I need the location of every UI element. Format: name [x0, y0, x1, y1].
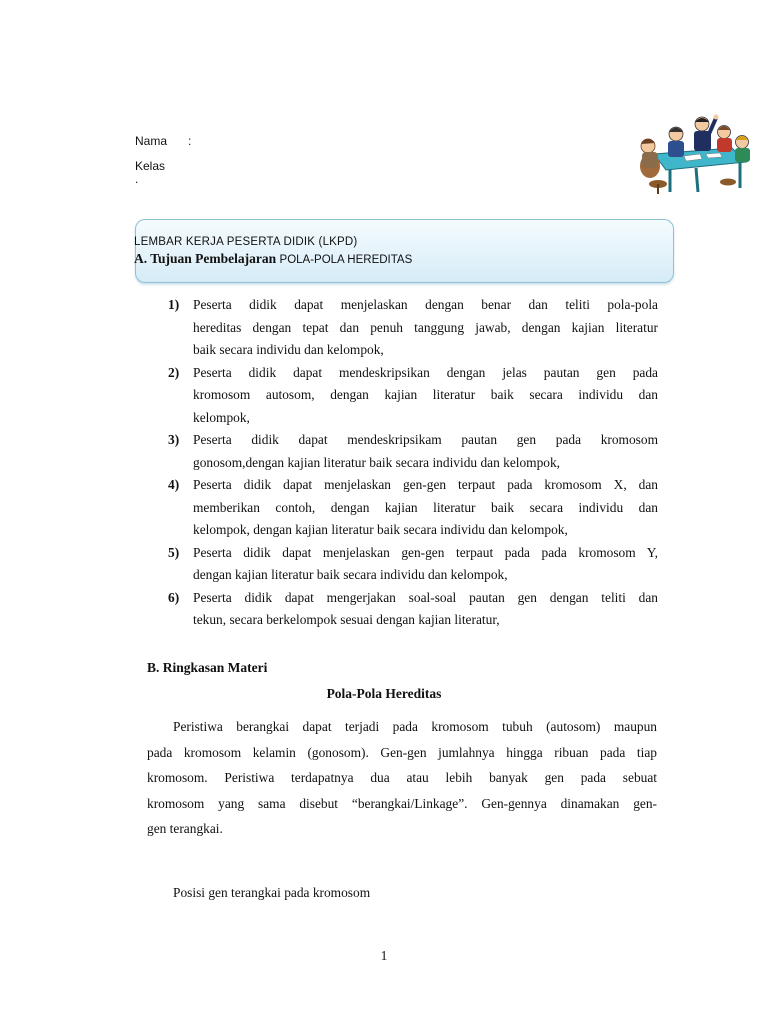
material-title: Pola-Pola Hereditas [326, 686, 442, 701]
objective-line: Peserta didik dapat mendeskripsikam pautan gen pada kromosom [193, 432, 658, 447]
objective-line: Peserta didik dapat menjelaskan gen-gen terpaut pada pada kromosom Y, [193, 544, 658, 560]
name-colon: : [188, 134, 192, 148]
objective-line: kelompok, dengan kajian literatur baik secara individu dan kelompok, [193, 522, 568, 537]
objective-item [168, 429, 658, 474]
objective-item [168, 294, 658, 362]
page-number: 1 [380, 948, 388, 963]
objective-item [168, 362, 658, 430]
objective-line: kelompok, [193, 409, 250, 425]
objective-number: 4) [168, 477, 180, 492]
objective-line: Peserta didik dapat mendeskripsikan dengan jelas pautan gen pada [193, 364, 658, 380]
paragraph-line: Peristiwa berangkai dapat terjadi pada kromosom tubuh (autosom) maupun [173, 719, 657, 734]
objective-item [168, 542, 658, 587]
objective-line: Peserta didik dapat menjelaskan dengan benar dan teliti pola-pola [193, 297, 658, 312]
objective-line: tekun, secara berkelompok sesuai dengan kajian literatur, [193, 612, 500, 627]
paragraph-line: gen terangkai. [147, 821, 223, 837]
paragraph-line: kromosom yang sama disebut “berangkai/Linkage”. Gen-gennya dinamakan gen- [147, 795, 657, 811]
objective-line: Peserta didik dapat mengerjakan soal-soal pautan gen dengan teliti dan [193, 589, 658, 605]
section-a-label: A. Tujuan Pembelajaran [134, 251, 277, 266]
objective-line: Peserta didik dapat menjelaskan gen-gen terpaut pada kromosom X, dan [193, 477, 658, 492]
objective-number: 3) [168, 432, 180, 447]
objective-item [168, 474, 658, 542]
objective-number: 1) [168, 297, 180, 312]
class-label: Kelas [135, 159, 166, 173]
objective-line: kromosom autosom, dengan kajian literatur baik secara individu dan [193, 387, 658, 402]
people-meeting-clipart-icon [636, 112, 754, 196]
objective-number: 6) [168, 589, 180, 605]
section-a-subtitle: POLA-POLA HEREDITAS [279, 254, 413, 266]
objective-line: memberikan contoh, dengan kajian literatur baik secara individu dan [193, 499, 658, 515]
posisi-caption: Posisi gen terangkai pada kromosom [173, 885, 371, 900]
paragraph-line: pada kromosom kelamin (gonosom). Gen-gen jumlahnya hingga ribuan pada tiap [147, 744, 657, 760]
objective-number: 2) [168, 364, 180, 380]
objective-line: dengan kajian literatur baik secara individu dan kelompok, [193, 567, 508, 582]
section-a-heading [134, 251, 412, 267]
lkpd-title: LEMBAR KERJA PESERTA DIDIK (LKPD) [134, 236, 358, 248]
objective-line: baik secara individu dan kelompok, [193, 342, 384, 357]
material-paragraph [147, 714, 657, 842]
name-label: Nama [135, 134, 168, 148]
objectives-list [168, 294, 658, 632]
class-colon: . [135, 172, 139, 186]
section-b-heading: B. Ringkasan Materi [147, 660, 268, 675]
objective-number: 5) [168, 544, 180, 560]
objective-item [168, 587, 658, 632]
objective-line: gonosom,dengan kajian literatur baik secara individu dan kelompok, [193, 454, 561, 470]
objective-line: hereditas dengan tepat dan penuh tanggung jawab, dengan kajian literatur [193, 319, 658, 335]
paragraph-line: kromosom. Peristiwa terdapatnya dua atau lebih banyak gen pada sebuat [147, 770, 657, 786]
